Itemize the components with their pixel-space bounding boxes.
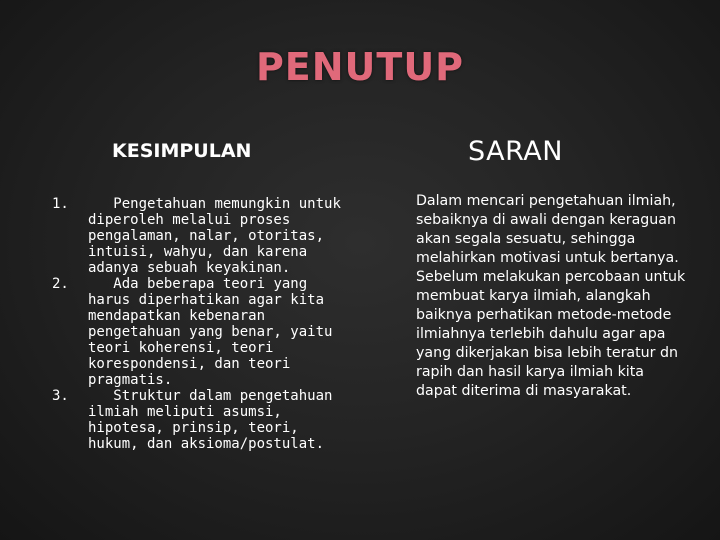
list-item-number: 1. bbox=[52, 196, 69, 212]
kesimpulan-heading: KESIMPULAN bbox=[112, 140, 252, 162]
slide-title: PENUTUP bbox=[255, 45, 465, 89]
list-item-number: 3. bbox=[52, 388, 69, 404]
list-item bbox=[52, 276, 352, 388]
list-item-number: 2. bbox=[52, 276, 69, 292]
kesimpulan-list bbox=[52, 196, 352, 452]
saran-heading: SARAN bbox=[468, 136, 563, 167]
list-item bbox=[52, 196, 352, 276]
list-item-text: Struktur dalam pengetahuan ilmiah meliputi asumsi, hipotesa, prinsip, teori, hukum, dan aksioma/postulat. bbox=[88, 388, 341, 452]
saran-paragraph: Dalam mencari pengetahuan ilmiah, sebaiknya di awali dengan keraguan akan segala sesuatu, sehingga melahirkan motivasi untuk bertanya. Sebelum melakukan percobaan untuk membuat karya ilmiah, alangkah baiknya perhatikan metode-metode ilmiahnya terlebih dahulu agar apa yang dikerjakan bisa lebih teratur dn rapih dan hasil karya ilmiah kita dapat diterima di masyarakat. bbox=[416, 193, 686, 399]
list-item-text: Pengetahuan memungkin untuk diperoleh melalui proses pengalaman, nalar, otoritas, intuisi, wahyu, dan karena adanya sebuah keyakinan. bbox=[88, 196, 350, 276]
list-item bbox=[52, 388, 352, 452]
list-item-text: Ada beberapa teori yang harus diperhatikan agar kita mendapatkan kebenaran pengetahuan yang benar, yaitu teori koherensi, teori korespondensi, dan teori pragmatis. bbox=[88, 276, 341, 388]
